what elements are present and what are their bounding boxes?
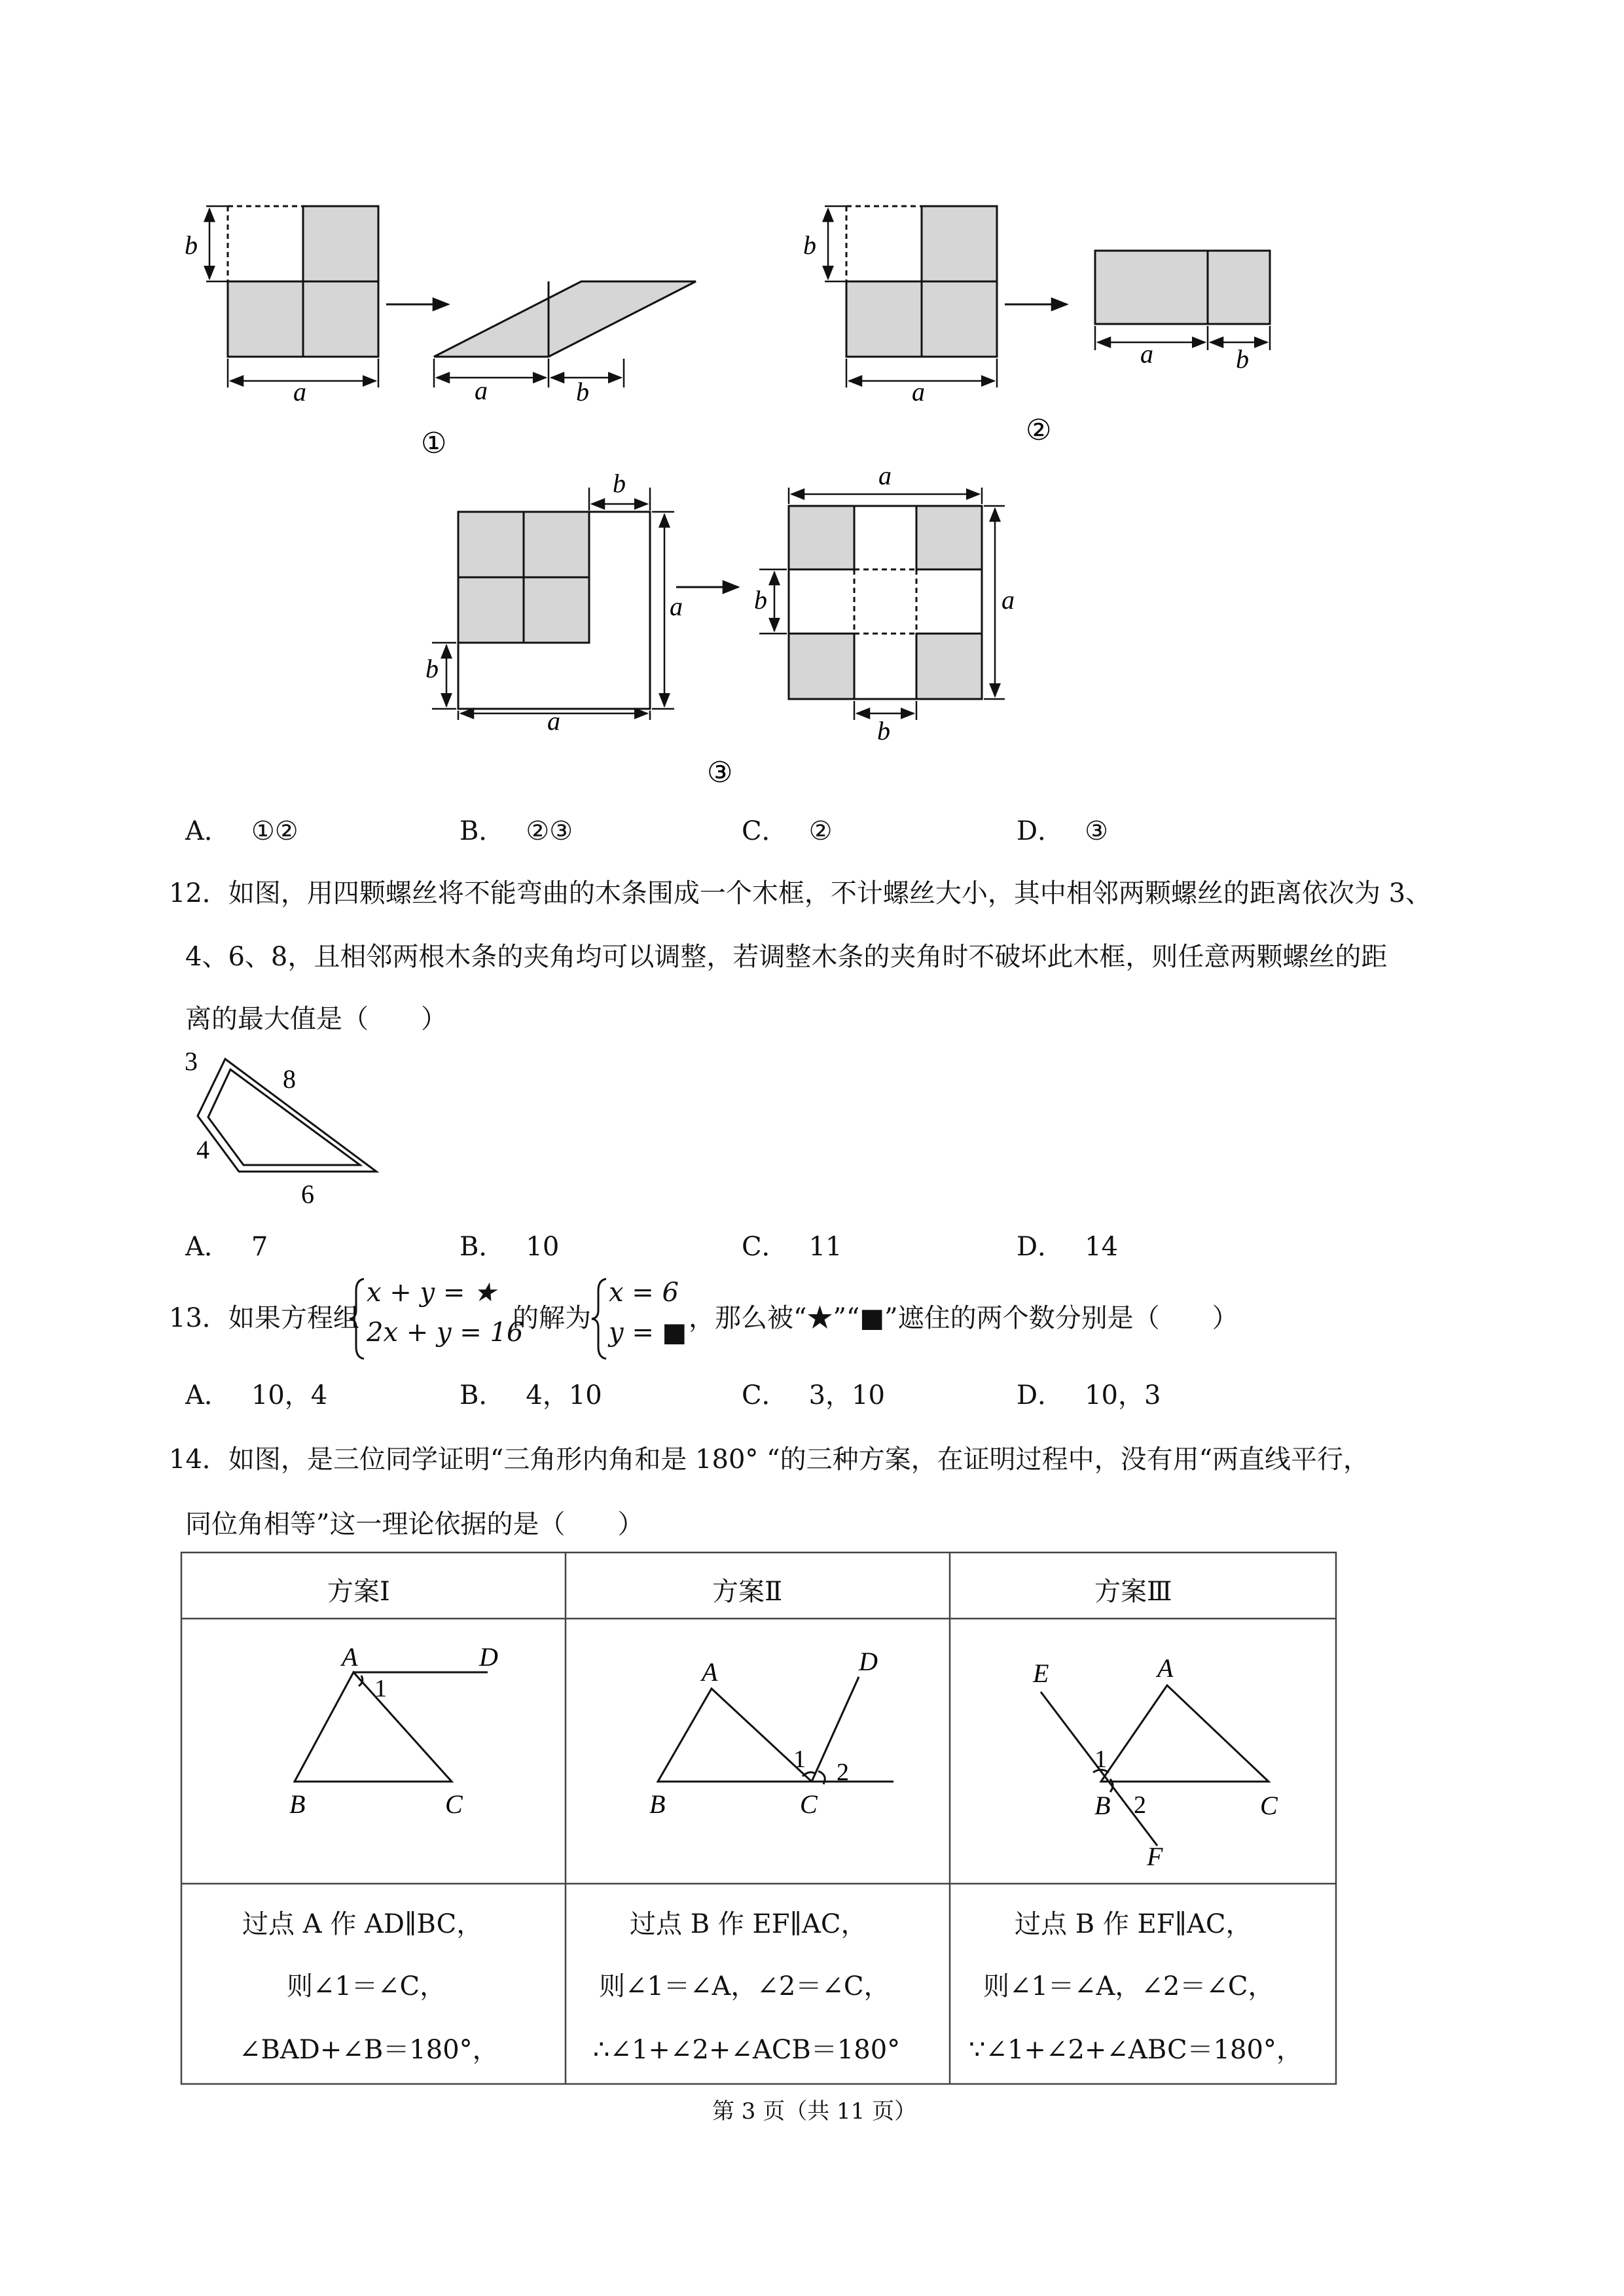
q12-option-c[interactable]: C． 11: [742, 1232, 842, 1262]
q12-label-4: 4: [196, 1135, 209, 1164]
plan3-label-f: F: [1147, 1842, 1163, 1871]
q13-option-d[interactable]: D． 10，3: [1017, 1380, 1161, 1410]
fig2-caption: ②: [1026, 414, 1052, 446]
plan2-label-c: C: [800, 1789, 818, 1819]
plan1-label-1: 1: [374, 1675, 387, 1702]
fig1-b-label: b: [185, 230, 198, 260]
q11-option-a[interactable]: A． ①②: [185, 816, 298, 846]
fig2-rect-a-label: a: [1140, 339, 1153, 368]
plan3-text-3: ∵∠1+∠2+∠ABC＝180°，: [969, 2035, 1303, 2065]
q12-label-3: 3: [185, 1047, 198, 1076]
fig3-caption: ③: [707, 757, 733, 789]
plan2-label-1: 1: [793, 1746, 806, 1773]
q14-plan1-diagram: [262, 1630, 524, 1826]
page-footer: 第 3 页（共 11 页）: [712, 2098, 917, 2125]
plan2-label-2: 2: [837, 1759, 849, 1786]
plan2-label-b: B: [649, 1789, 666, 1819]
q14-plan3-diagram: [1021, 1630, 1296, 1878]
q13-option-c[interactable]: C． 3，10: [742, 1380, 885, 1410]
q14-line-1: 14．如图，是三位同学证明“三角形内角和是 180° “的三种方案，在证明过程中，没有用“两直线平行，: [169, 1444, 1370, 1475]
plan1-label-d: D: [479, 1642, 498, 1672]
plan3-text-1: 过点 B 作 EF∥AC，: [1015, 1909, 1252, 1939]
q14-line-2: 同位角相等”这一理论依据的是（ ）: [185, 1509, 644, 1539]
q13-equation-2: 2x + y = 16: [367, 1318, 524, 1348]
fig2-b-label: b: [803, 230, 816, 260]
fig1-par-a-label: a: [475, 376, 488, 405]
fig3-left-b-left: b: [425, 654, 439, 683]
plan3-label-b: B: [1094, 1791, 1111, 1820]
q12-option-d[interactable]: D． 14: [1017, 1232, 1118, 1262]
plan3-label-a: A: [1157, 1653, 1174, 1683]
plan2-text-3: ∴∠1+∠2+∠ACB＝180°: [593, 2035, 901, 2065]
plan2-text-1: 过点 B 作 EF∥AC，: [630, 1909, 867, 1939]
q12-label-8: 8: [283, 1064, 296, 1094]
plan2-text-2: 则∠1＝∠A，∠2＝∠C，: [599, 1971, 890, 2001]
q13-option-b[interactable]: B． 4，10: [460, 1380, 602, 1410]
q12-option-a[interactable]: A． 7: [185, 1232, 268, 1262]
q14-header-plan-2: 方案Ⅱ: [712, 1577, 783, 1607]
q14-header-plan-1: 方案Ⅰ: [327, 1577, 390, 1607]
q12-option-b[interactable]: B． 10: [460, 1232, 560, 1262]
q13-option-a[interactable]: A． 10，4: [185, 1380, 328, 1410]
fig3-left-a-bottom: a: [547, 706, 560, 736]
fig3-left-a-right: a: [670, 592, 683, 621]
q13-solution-2: y = ■: [609, 1318, 687, 1348]
fig1-caption: ①: [421, 427, 447, 459]
q13-mid-text: 的解为: [513, 1303, 591, 1333]
q12-line-1: 12．如图，用四颗螺丝将不能弯曲的木条围成一个木框，不计螺丝大小，其中相邻两颗螺丝的距离依次为 3、: [169, 878, 1432, 908]
plan3-label-c: C: [1260, 1791, 1278, 1820]
plan1-text-3: ∠BAD+∠B＝180°，: [239, 2035, 499, 2065]
fig3-right-b-bottom: b: [877, 716, 890, 745]
fig3-right-a-top: a: [878, 461, 892, 490]
plan1-text-1: 过点 A 作 AD∥BC，: [242, 1909, 483, 1939]
fig1-a-label: a: [293, 377, 306, 406]
q14-plan2-diagram: [641, 1630, 916, 1826]
q13-prefix: 13．如果方程组: [169, 1303, 359, 1333]
q12-line-3: 离的最大值是（ ）: [185, 1004, 447, 1034]
plan1-label-c: C: [445, 1789, 463, 1819]
fig2-rect-b-label: b: [1236, 344, 1249, 374]
plan3-label-2: 2: [1134, 1791, 1146, 1819]
q12-label-6: 6: [301, 1179, 314, 1209]
plan1-label-b: B: [289, 1789, 306, 1819]
q14-header-plan-3: 方案Ⅲ: [1094, 1577, 1172, 1607]
q13-suffix: ，那么被“★”“■”遮住的两个数分别是（ ）: [689, 1303, 1238, 1333]
fig3-left-b-top: b: [613, 469, 626, 498]
plan1-text-2: 则∠1＝∠C，: [287, 1971, 446, 2001]
plan2-label-a: A: [702, 1657, 718, 1687]
plan3-label-e: E: [1033, 1659, 1049, 1688]
plan3-text-2: 则∠1＝∠A，∠2＝∠C，: [983, 1971, 1274, 2001]
q11-option-c[interactable]: C． ②: [742, 816, 833, 846]
q13-equation-1: x + y = ★: [367, 1278, 497, 1308]
q11-option-b[interactable]: B． ②③: [460, 816, 573, 846]
q11-option-d[interactable]: D． ③: [1017, 816, 1108, 846]
q13-solution-1: x = 6: [609, 1278, 679, 1308]
fig2-a-label: a: [912, 377, 925, 406]
plan2-label-d: D: [859, 1647, 878, 1676]
plan1-label-a: A: [342, 1642, 358, 1672]
q12-line-2: 4、6、8，且相邻两根木条的夹角均可以调整，若调整木条的夹角时不破坏此木框，则任意两颗螺丝的距: [185, 942, 1388, 972]
fig3-right-a-right: a: [1001, 585, 1015, 615]
fig3-right-b-left: b: [754, 585, 767, 615]
plan3-label-1: 1: [1094, 1746, 1107, 1773]
fig1-par-b-label: b: [576, 377, 589, 406]
